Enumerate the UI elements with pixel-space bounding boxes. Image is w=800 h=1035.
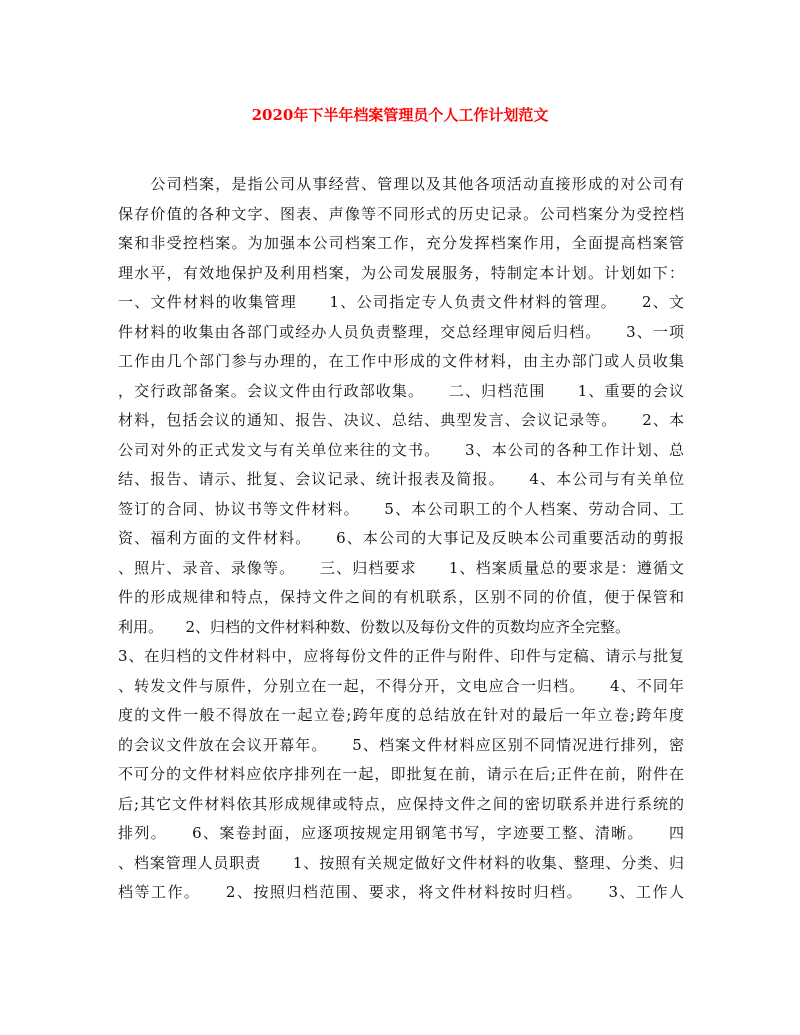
- body-line-19: 度的文件一般不得放在一起立卷;跨年度的总结放在针对的最后一年立卷;跨年度: [118, 706, 684, 724]
- body-line-24: 、档案管理人员职责 1、按照有关规定做好文件材料的收集、整理、分类、归: [118, 853, 684, 872]
- document-body: [118, 170, 684, 908]
- body-line-16: 利用。 2、归档的文件材料种数、份数以及每份文件的页数均应齐全完整。: [118, 617, 631, 636]
- body-line-18: 、转发文件与原件，分别立在一起，不得分开，文电应合一归档。 4、不同年: [118, 676, 684, 695]
- body-line-20: 的会议文件放在会议开幕年。 5、档案文件材料应区别不同情况进行排列，密: [118, 735, 684, 754]
- body-line-15: 件的形成规律和特点，保持文件之间的有机联系，区别不同的价值，便于保管和: [118, 588, 684, 606]
- body-line-23: 排列。 6、案卷封面，应逐项按规定用钢笔书写，字迹要工整、清晰。 四: [118, 824, 684, 842]
- document-title: 2020年下半年档案管理员个人工作计划范文: [251, 106, 549, 124]
- body-line-9: 材料，包括会议的通知、报告、决议、总结、典型发言、会议记录等。 2、本: [118, 411, 684, 429]
- body-line-2: 保存价值的各种文字、图表、声像等不同形式的历史记录。公司档案分为受控档: [118, 204, 684, 223]
- body-line-12: 签订的合同、协议书等文件材料。 5、本公司职工的个人档案、劳动合同、工: [118, 499, 684, 518]
- body-line-8: ，交行政部备案。会议文件由行政部收集。 二、归档范围 1、重要的会议: [118, 381, 684, 400]
- body-line-22: 后;其它文件材料依其形成规律或特点，应保持文件之间的密切联系并进行系统的: [118, 794, 684, 813]
- body-line-4: 理水平，有效地保护及利用档案，为公司发展服务，特制定本计划。计划如下：: [118, 263, 684, 282]
- body-line-25: 档等工作。 2、按照归档范围、要求，将文件材料按时归档。 3、工作人: [118, 883, 684, 901]
- body-line-13: 资、福利方面的文件材料。 6、本公司的大事记及反映本公司重要活动的剪报: [118, 529, 684, 547]
- body-line-7: 工作由几个部门参与办理的，在工作中形成的文件材料，由主办部门或人员收集: [118, 352, 684, 370]
- body-line-21: 不可分的文件材料应依序排列在一起，即批复在前，请示在后;正件在前，附件在: [118, 765, 684, 783]
- body-line-14: 、照片、录音、录像等。 三、归档要求 1、档案质量总的要求是：遵循文: [118, 558, 684, 577]
- body-line-10: 公司对外的正式发文与有关单位来往的文书。 3、本公司的各种工作计划、总: [118, 440, 684, 459]
- body-line-17: 3、在归档的文件材料中，应将每份文件的正件与附件、印件与定稿、请示与批复: [118, 647, 684, 665]
- body-line-1: 公司档案，是指公司从事经营、管理以及其他各项活动直接形成的对公司有: [118, 175, 684, 193]
- body-line-3: 案和非受控档案。为加强本公司档案工作，充分发挥档案作用，全面提高档案管: [118, 234, 684, 252]
- body-line-5: 一、文件材料的收集管理 1、公司指定专人负责文件材料的管理。 2、文: [118, 293, 684, 311]
- body-line-11: 结、报告、请示、批复、会议记录、统计报表及简报。 4、本公司与有关单位: [118, 470, 684, 488]
- body-line-6: 件材料的收集由各部门或经办人员负责整理，交总经理审阅后归档。 3、一项: [118, 322, 684, 341]
